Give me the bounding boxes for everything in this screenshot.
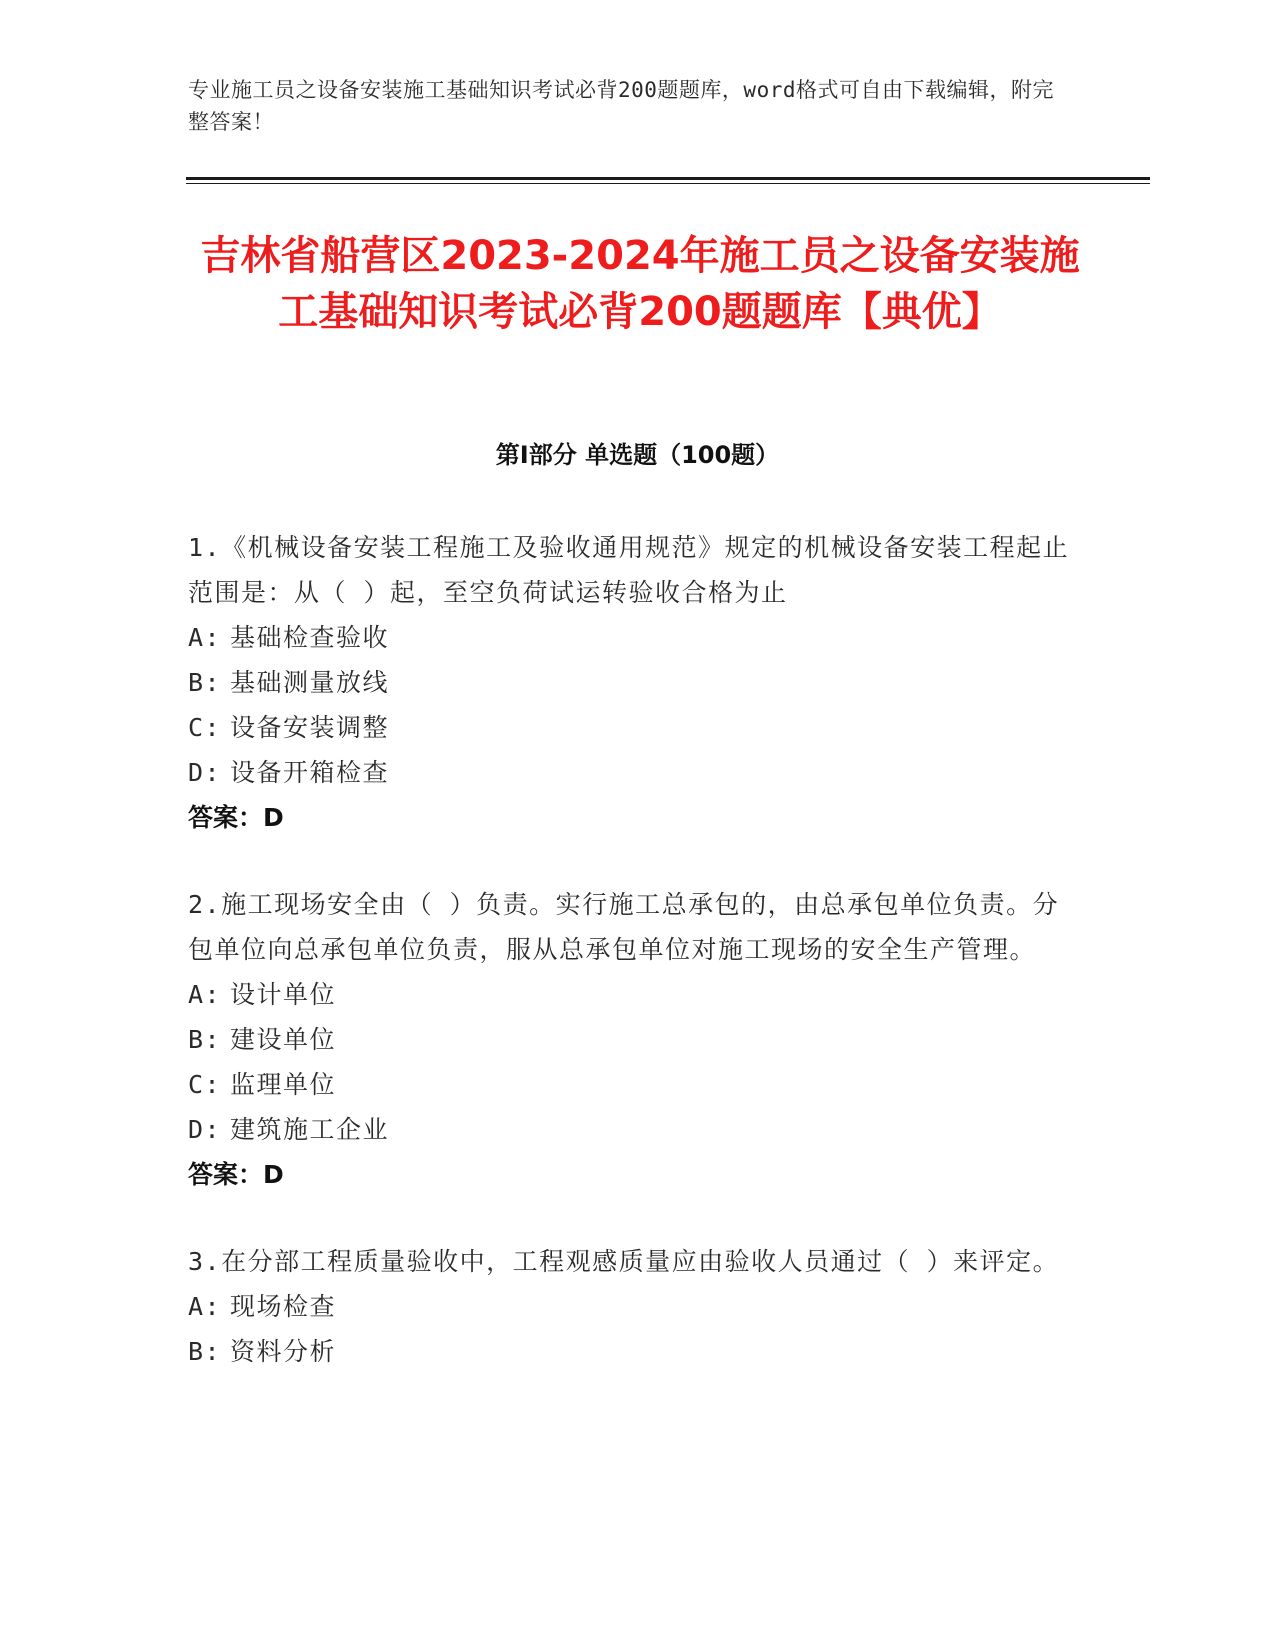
option-c <box>188 705 1078 750</box>
option-b <box>188 660 1078 705</box>
option-a <box>188 1284 1078 1329</box>
option-text: 设备安装调整 <box>230 713 390 742</box>
option-letter: B: <box>188 668 222 697</box>
question-3 <box>188 1239 1078 1374</box>
question-1 <box>188 525 1078 840</box>
option-text: 资料分析 <box>230 1337 337 1366</box>
option-letter: D: <box>188 758 222 787</box>
option-text: 建筑施工企业 <box>230 1115 390 1144</box>
option-letter: A: <box>188 623 222 652</box>
option-text: 监理单位 <box>230 1070 337 1099</box>
option-letter: B: <box>188 1337 222 1366</box>
answer-line: 答案：D <box>188 803 284 832</box>
option-d <box>188 1107 1078 1152</box>
header-note: 专业施工员之设备安装施工基础知识考试必背200题题库，word格式可自由下载编辑，附完整答案！ <box>188 78 1054 134</box>
option-d <box>188 750 1078 795</box>
question-2 <box>188 882 1078 1197</box>
option-letter: A: <box>188 1292 222 1321</box>
document-title: 吉林省船营区2023-2024年施工员之设备安装施工基础知识考试必背200题题库【典优】 <box>200 233 1080 335</box>
header-divider-thick <box>186 177 1150 180</box>
option-b <box>188 1017 1078 1062</box>
option-letter: C: <box>188 1070 222 1099</box>
option-a <box>188 615 1078 660</box>
option-letter: C: <box>188 713 222 742</box>
option-text: 建设单位 <box>230 1025 337 1054</box>
option-text: 设备开箱检查 <box>230 758 390 787</box>
section-heading: 第I部分 单选题（100题） <box>495 441 780 469</box>
option-b <box>188 1329 1078 1374</box>
option-a <box>188 972 1078 1017</box>
option-text: 设计单位 <box>230 980 337 1009</box>
option-letter: D: <box>188 1115 222 1144</box>
option-text: 基础检查验收 <box>230 623 390 652</box>
question-stem: 2.施工现场安全由（ ）负责。实行施工总承包的，由总承包单位负责。分包单位向总承包单位负责，服从总承包单位对施工现场的安全生产管理。 <box>188 890 1060 964</box>
option-c <box>188 1062 1078 1107</box>
question-stem: 1.《机械设备安装工程施工及验收通用规范》规定的机械设备安装工程起止范围是：从（ ）起，至空负荷试运转验收合格为止 <box>188 533 1070 607</box>
option-letter: B: <box>188 1025 222 1054</box>
question-list <box>188 525 1078 1416</box>
option-text: 基础测量放线 <box>230 668 390 697</box>
option-letter: A: <box>188 980 222 1009</box>
answer-line: 答案：D <box>188 1160 284 1189</box>
question-stem: 3.在分部工程质量验收中，工程观感质量应由验收人员通过（ ）来评定。 <box>188 1247 1060 1276</box>
option-text: 现场检查 <box>230 1292 337 1321</box>
header-divider-thin <box>186 183 1150 184</box>
